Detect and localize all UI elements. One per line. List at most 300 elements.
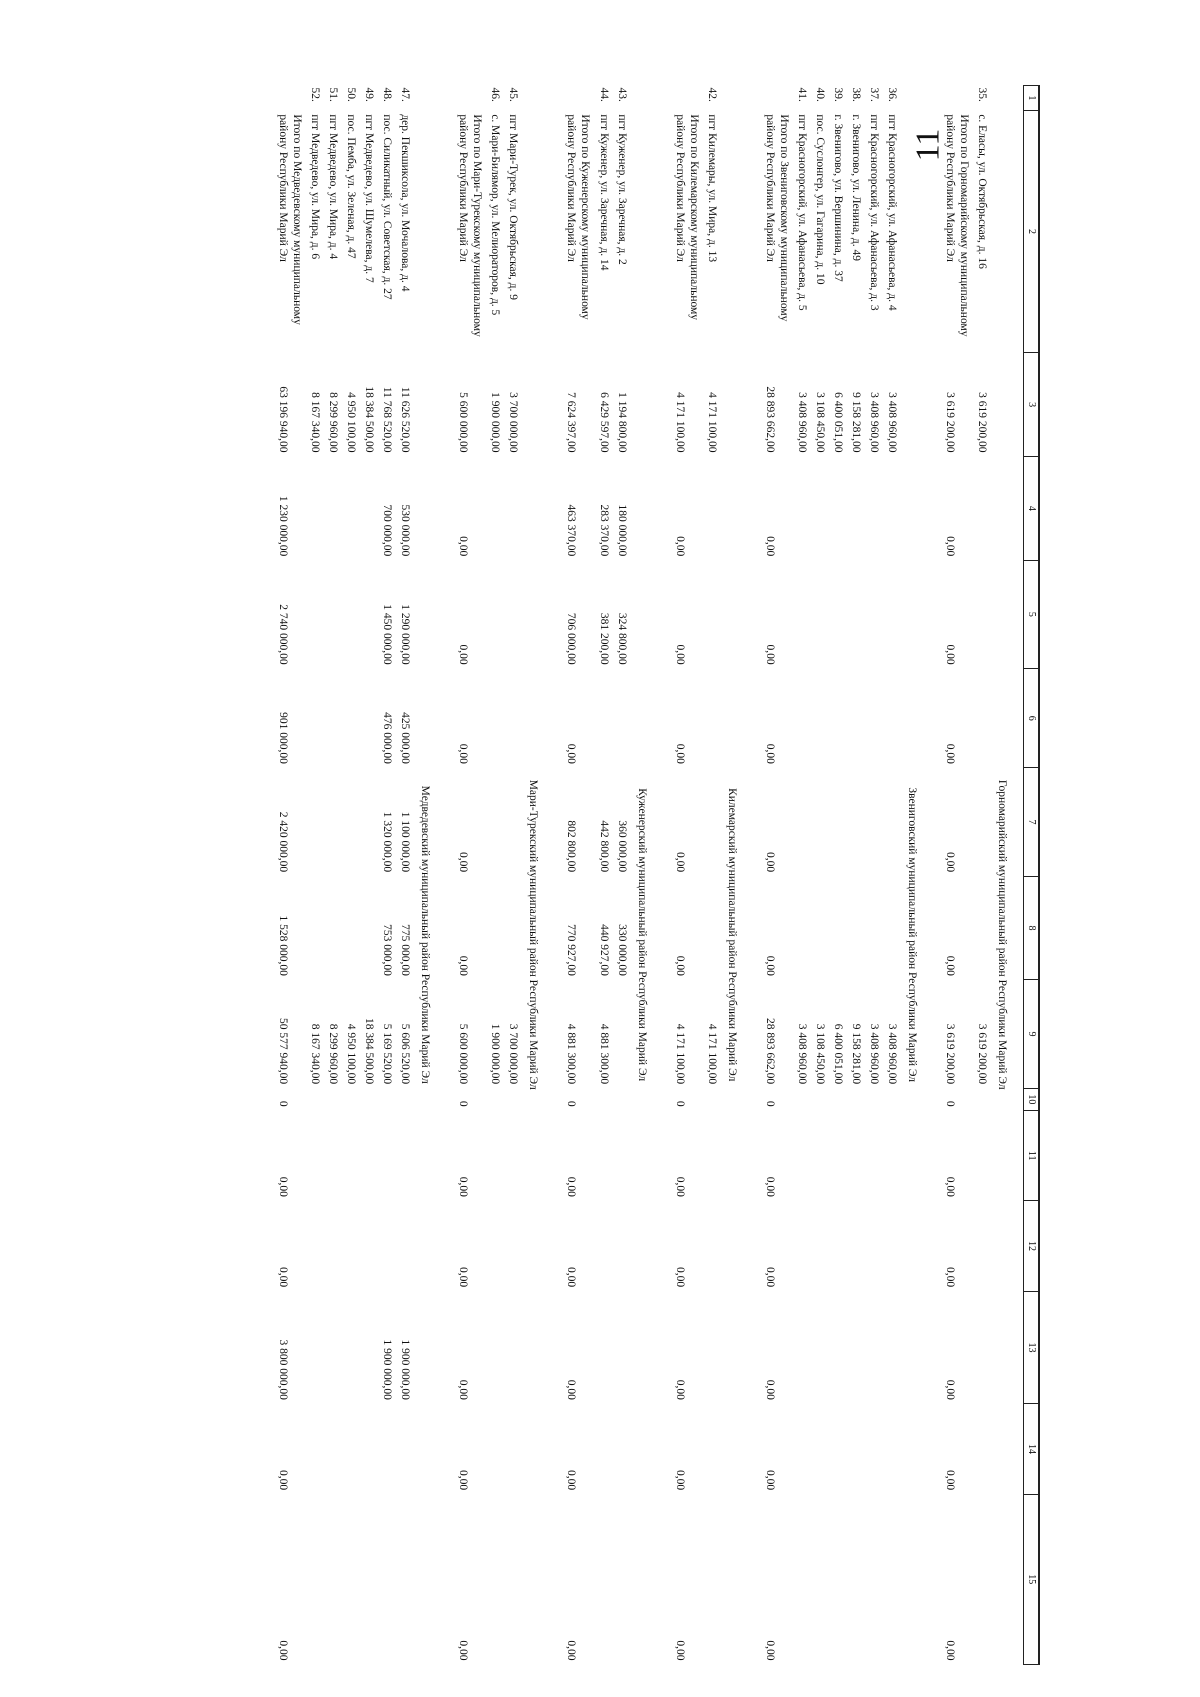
cell-col-4: 0,00 bbox=[673, 536, 686, 557]
cell-col-14 bbox=[865, 1404, 883, 1494]
cell-col-14 bbox=[811, 1404, 829, 1494]
cell-col-6 bbox=[613, 669, 631, 768]
cell-col-11 bbox=[883, 1111, 901, 1201]
cell-col-1: 41. bbox=[795, 87, 808, 102]
cell-col-12 bbox=[613, 1201, 631, 1291]
column-header-10: 10 bbox=[1023, 1088, 1039, 1111]
cell-col-2: пгт Медведево, ул. Мира, д. 6 bbox=[309, 114, 322, 260]
cell-col-1 bbox=[663, 86, 703, 111]
total-row bbox=[933, 86, 973, 1665]
column-header-1: 1 bbox=[1023, 86, 1039, 111]
section-spacer bbox=[414, 86, 446, 669]
cell-col-6 bbox=[883, 669, 901, 768]
cell-col-4 bbox=[342, 457, 360, 561]
cell-col-15: 0,00 bbox=[673, 1640, 686, 1661]
cell-col-12: 0,00 bbox=[565, 1266, 578, 1288]
cell-col-10 bbox=[396, 1088, 414, 1111]
cell-col-3: 6 400 051,00 bbox=[831, 392, 844, 453]
cell-col-4 bbox=[360, 457, 378, 561]
cell-col-1: 40. bbox=[813, 87, 826, 102]
cell-col-14 bbox=[396, 1404, 414, 1494]
section-spacer bbox=[522, 1201, 554, 1665]
cell-col-4 bbox=[973, 457, 991, 561]
cell-col-1 bbox=[266, 86, 306, 111]
cell-col-2: дер. Пекшиксола, ул. Мочалова, д. 4 bbox=[399, 114, 412, 292]
cell-col-11: 0,00 bbox=[277, 1176, 290, 1197]
cell-col-5 bbox=[486, 560, 504, 668]
cell-col-2: Итого по Куженерскому муниципальному району Республики Марий Эл bbox=[565, 114, 592, 320]
cell-col-13 bbox=[306, 1291, 324, 1404]
cell-col-4: 180 000,00 bbox=[615, 504, 628, 557]
cell-col-15: 0,00 bbox=[565, 1640, 578, 1661]
cell-col-7 bbox=[793, 768, 811, 876]
cell-col-9: 4 881 300,00 bbox=[565, 1023, 578, 1085]
cell-col-15 bbox=[486, 1494, 504, 1664]
cell-col-4 bbox=[829, 457, 847, 561]
cell-col-7 bbox=[504, 768, 522, 876]
cell-col-2: пгт Красногорский, ул. Афанасьева, д. 5 bbox=[795, 114, 808, 311]
cell-col-7: 0,00 bbox=[763, 851, 776, 873]
cell-col-2: пгт Куженер, ул. Заречная, д. 14 bbox=[597, 114, 610, 271]
cell-col-11 bbox=[342, 1111, 360, 1201]
cell-col-7: 442 800,00 bbox=[597, 820, 610, 873]
cell-col-10 bbox=[306, 1088, 324, 1111]
cell-col-5 bbox=[973, 560, 991, 668]
column-header-6: 6 bbox=[1023, 669, 1039, 768]
cell-col-1 bbox=[753, 86, 793, 111]
table-row bbox=[883, 86, 901, 1665]
cell-col-3: 4 171 100,00 bbox=[673, 392, 686, 453]
cell-col-15 bbox=[378, 1494, 396, 1664]
cell-col-6 bbox=[306, 669, 324, 768]
cell-col-8: 440 927,00 bbox=[597, 924, 610, 976]
cell-col-15 bbox=[504, 1494, 522, 1664]
cell-col-11 bbox=[396, 1111, 414, 1201]
cell-col-4 bbox=[324, 457, 342, 561]
cell-col-8 bbox=[847, 876, 865, 980]
section-title: Звениговский муниципальный район Республики Марий Эл bbox=[905, 787, 918, 1083]
cell-col-5 bbox=[865, 560, 883, 668]
cell-col-3: 6 429 597,00 bbox=[597, 392, 610, 453]
table-row bbox=[360, 86, 378, 1665]
cell-col-5 bbox=[306, 560, 324, 668]
section-spacer bbox=[901, 86, 933, 669]
cell-col-3: 4 950 100,00 bbox=[345, 392, 358, 453]
cell-col-11 bbox=[865, 1111, 883, 1201]
cell-col-14: 0,00 bbox=[565, 1469, 578, 1491]
cell-col-12 bbox=[829, 1201, 847, 1291]
cell-col-9 bbox=[613, 980, 631, 1088]
cell-col-7 bbox=[865, 768, 883, 876]
cell-col-12 bbox=[324, 1201, 342, 1291]
cell-col-8: 753 000,00 bbox=[381, 924, 394, 976]
column-header-14: 14 bbox=[1023, 1404, 1039, 1494]
cell-col-8: 0,00 bbox=[673, 955, 686, 976]
cell-col-11 bbox=[486, 1111, 504, 1201]
cell-col-7 bbox=[324, 768, 342, 876]
cell-col-6: 0,00 bbox=[943, 743, 956, 764]
cell-col-11 bbox=[973, 1111, 991, 1201]
cell-col-5 bbox=[829, 560, 847, 668]
cell-col-1: 52. bbox=[309, 87, 322, 102]
cell-col-14 bbox=[973, 1404, 991, 1494]
section-spacer bbox=[414, 1201, 446, 1665]
cell-col-14 bbox=[703, 1404, 721, 1494]
cell-col-10 bbox=[793, 1088, 811, 1111]
cell-col-12: 0,00 bbox=[763, 1266, 776, 1288]
cell-col-3: 8 299 960,00 bbox=[327, 392, 340, 453]
cell-col-2: пос. Пемба, ул. Зеленая, д. 47 bbox=[345, 114, 358, 259]
cell-col-4 bbox=[703, 457, 721, 561]
cell-col-12 bbox=[504, 1201, 522, 1291]
cell-col-4: 283 370,00 bbox=[597, 504, 610, 557]
column-header-4: 4 bbox=[1023, 457, 1039, 561]
cell-col-1: 50. bbox=[345, 87, 358, 102]
cell-col-14 bbox=[595, 1404, 613, 1494]
cell-col-1: 51. bbox=[327, 87, 340, 102]
cell-col-11 bbox=[306, 1111, 324, 1201]
cell-col-8 bbox=[829, 876, 847, 980]
cell-col-9: 3 108 450,00 bbox=[813, 1023, 826, 1085]
cell-col-5: 381 200,00 bbox=[597, 612, 610, 665]
cell-col-15 bbox=[811, 1494, 829, 1664]
cell-col-13 bbox=[595, 1291, 613, 1404]
cell-col-2: г. Звенигово, ул. Ленина, д. 49 bbox=[849, 114, 862, 262]
cell-col-15 bbox=[324, 1494, 342, 1664]
cell-col-15 bbox=[703, 1494, 721, 1664]
cell-col-8 bbox=[360, 876, 378, 980]
cell-col-7: 0,00 bbox=[673, 851, 686, 873]
section-spacer bbox=[991, 86, 1024, 669]
cell-col-13 bbox=[883, 1291, 901, 1404]
cell-col-10 bbox=[847, 1088, 865, 1111]
cell-col-9: 3 619 200,00 bbox=[943, 1023, 956, 1085]
cell-col-8: 0,00 bbox=[943, 955, 956, 976]
cell-col-6 bbox=[504, 669, 522, 768]
cell-col-4: 1 230 000,00 bbox=[277, 495, 290, 557]
cell-col-15: 0,00 bbox=[763, 1640, 776, 1661]
column-header-12: 12 bbox=[1023, 1201, 1039, 1291]
cell-col-13: 3 800 000,00 bbox=[277, 1339, 290, 1400]
cell-col-5 bbox=[504, 560, 522, 668]
column-header-13: 13 bbox=[1023, 1291, 1039, 1404]
cell-col-13: 1 900 000,00 bbox=[399, 1339, 412, 1400]
cell-col-8 bbox=[973, 876, 991, 980]
cell-col-5 bbox=[847, 560, 865, 668]
cell-col-9: 5 606 520,00 bbox=[399, 1023, 412, 1085]
cell-col-15 bbox=[847, 1494, 865, 1664]
cell-col-7 bbox=[703, 768, 721, 876]
cell-col-4: 463 370,00 bbox=[565, 504, 578, 557]
cell-col-10: 0 bbox=[457, 1100, 470, 1107]
cell-col-4: 700 000,00 bbox=[381, 504, 394, 557]
cell-col-8: 770 927,00 bbox=[565, 924, 578, 976]
cell-col-5 bbox=[703, 560, 721, 668]
cell-col-3: 28 893 662,00 bbox=[763, 386, 776, 453]
cell-col-13 bbox=[973, 1291, 991, 1404]
cell-col-8: 0,00 bbox=[763, 955, 776, 976]
cell-col-5 bbox=[883, 560, 901, 668]
cell-col-10 bbox=[595, 1088, 613, 1111]
cell-col-12 bbox=[883, 1201, 901, 1291]
section-title-row bbox=[721, 86, 753, 1665]
table-row bbox=[504, 86, 522, 1665]
cell-col-15 bbox=[613, 1494, 631, 1664]
cell-col-11: 0,00 bbox=[943, 1176, 956, 1197]
cell-col-11 bbox=[504, 1111, 522, 1201]
cell-col-4: 530 000,00 bbox=[399, 504, 412, 557]
cell-col-8 bbox=[504, 876, 522, 980]
table-row bbox=[793, 86, 811, 1665]
cell-col-9: 4 171 100,00 bbox=[705, 1023, 718, 1085]
cell-col-9: 3 700 000,00 bbox=[507, 1023, 520, 1085]
section-title-row bbox=[631, 86, 663, 1665]
cell-col-6: 901 000,00 bbox=[277, 712, 290, 764]
cell-col-3: 7 624 397,00 bbox=[565, 392, 578, 453]
section-spacer bbox=[631, 86, 663, 669]
cell-col-7 bbox=[883, 768, 901, 876]
column-header-8: 8 bbox=[1023, 876, 1039, 980]
cell-col-4: 0,00 bbox=[763, 536, 776, 557]
table-row bbox=[703, 86, 721, 1665]
cell-col-12 bbox=[360, 1201, 378, 1291]
cell-col-7 bbox=[847, 768, 865, 876]
cell-col-14 bbox=[504, 1404, 522, 1494]
cell-col-15 bbox=[793, 1494, 811, 1664]
cell-col-4 bbox=[306, 457, 324, 561]
header-row bbox=[1023, 86, 1039, 1665]
cell-col-12 bbox=[306, 1201, 324, 1291]
cell-col-9: 8 299 960,00 bbox=[327, 1023, 340, 1085]
cell-col-3: 11 626 520,00 bbox=[399, 386, 412, 453]
cell-col-13 bbox=[847, 1291, 865, 1404]
table-row bbox=[973, 86, 991, 1665]
cell-col-11 bbox=[324, 1111, 342, 1201]
cell-col-14 bbox=[360, 1404, 378, 1494]
total-row bbox=[266, 86, 306, 1665]
cell-col-10 bbox=[504, 1088, 522, 1111]
cell-col-1: 38. bbox=[849, 87, 862, 102]
cell-col-13 bbox=[829, 1291, 847, 1404]
cell-col-15: 0,00 bbox=[277, 1640, 290, 1661]
column-header-9: 9 bbox=[1023, 980, 1039, 1088]
cell-col-1: 43. bbox=[615, 87, 628, 102]
cell-col-12 bbox=[973, 1201, 991, 1291]
cell-col-13: 1 900 000,00 bbox=[381, 1339, 394, 1400]
cell-col-12: 0,00 bbox=[673, 1266, 686, 1288]
cell-col-3: 3 408 960,00 bbox=[795, 392, 808, 453]
cell-col-14 bbox=[342, 1404, 360, 1494]
cell-col-4 bbox=[793, 457, 811, 561]
cell-col-1: 44. bbox=[597, 87, 610, 102]
section-title: Куженерский муниципальный район Республики Марий Эл bbox=[635, 788, 648, 1082]
cell-col-11 bbox=[829, 1111, 847, 1201]
cell-col-10 bbox=[324, 1088, 342, 1111]
cell-col-3: 3 700 000,00 bbox=[507, 392, 520, 453]
cell-col-1: 49. bbox=[363, 87, 376, 102]
page-number: 11 bbox=[909, 128, 947, 162]
cell-col-12 bbox=[703, 1201, 721, 1291]
cell-col-6 bbox=[703, 669, 721, 768]
cell-col-14 bbox=[306, 1404, 324, 1494]
cell-col-6 bbox=[973, 669, 991, 768]
cell-col-3: 1 194 800,00 bbox=[615, 392, 628, 453]
cell-col-1: 39. bbox=[831, 87, 844, 102]
cell-col-9: 3 408 960,00 bbox=[885, 1023, 898, 1085]
cell-col-9: 4 881 300,00 bbox=[597, 1023, 610, 1085]
cell-col-7: 1 100 000,00 bbox=[399, 811, 412, 873]
cell-col-11 bbox=[613, 1111, 631, 1201]
cell-col-7 bbox=[829, 768, 847, 876]
cell-col-9: 1 900 000,00 bbox=[489, 1023, 502, 1085]
cell-col-6 bbox=[793, 669, 811, 768]
cell-col-7: 360 000,00 bbox=[615, 820, 628, 873]
table-row bbox=[847, 86, 865, 1665]
section-title-row bbox=[991, 86, 1024, 1665]
cell-col-8 bbox=[793, 876, 811, 980]
cell-col-12: 0,00 bbox=[943, 1266, 956, 1288]
cell-col-1 bbox=[933, 86, 973, 111]
section-spacer bbox=[522, 86, 554, 669]
cell-col-12 bbox=[847, 1201, 865, 1291]
cell-col-12: 0,00 bbox=[457, 1266, 470, 1288]
cell-col-7: 0,00 bbox=[457, 851, 470, 873]
cell-col-4 bbox=[504, 457, 522, 561]
cell-col-8 bbox=[811, 876, 829, 980]
cell-col-14 bbox=[793, 1404, 811, 1494]
cell-col-8 bbox=[883, 876, 901, 980]
cell-col-13 bbox=[811, 1291, 829, 1404]
cell-col-8 bbox=[306, 876, 324, 980]
cell-col-9: 5 600 000,00 bbox=[457, 1023, 470, 1085]
cell-col-12 bbox=[595, 1201, 613, 1291]
cell-col-1: 45. bbox=[507, 87, 520, 102]
cell-col-8: 775 000,00 bbox=[399, 924, 412, 976]
cell-col-8 bbox=[486, 876, 504, 980]
table-row bbox=[613, 86, 631, 1665]
total-row bbox=[446, 86, 486, 1665]
cell-col-13 bbox=[486, 1291, 504, 1404]
cell-col-2: пгт Красногорский, ул. Афанасьева, д. 3 bbox=[867, 114, 880, 311]
section-spacer bbox=[721, 1201, 753, 1665]
table-row bbox=[865, 86, 883, 1665]
cell-col-15 bbox=[342, 1494, 360, 1664]
cell-col-15 bbox=[865, 1494, 883, 1664]
cell-col-10 bbox=[378, 1088, 396, 1111]
cell-col-10 bbox=[811, 1088, 829, 1111]
cell-col-15: 0,00 bbox=[457, 1640, 470, 1661]
cell-col-1: 36. bbox=[885, 87, 898, 102]
cell-col-1: 42. bbox=[705, 87, 718, 102]
cell-col-8: 330 000,00 bbox=[615, 924, 628, 976]
cell-col-14 bbox=[378, 1404, 396, 1494]
cell-col-13 bbox=[504, 1291, 522, 1404]
cell-col-6 bbox=[865, 669, 883, 768]
cell-col-1 bbox=[446, 86, 486, 111]
cell-col-6: 0,00 bbox=[673, 743, 686, 764]
cell-col-12: 0,00 bbox=[277, 1266, 290, 1288]
column-header-11: 11 bbox=[1023, 1111, 1039, 1201]
cell-col-7: 0,00 bbox=[943, 851, 956, 873]
cell-col-9: 9 158 281,00 bbox=[849, 1023, 862, 1085]
total-row bbox=[554, 86, 594, 1665]
cell-col-10 bbox=[360, 1088, 378, 1111]
cell-col-6 bbox=[342, 669, 360, 768]
cell-col-7 bbox=[486, 768, 504, 876]
cell-col-11: 0,00 bbox=[673, 1176, 686, 1197]
cell-col-4 bbox=[865, 457, 883, 561]
section-spacer bbox=[991, 1201, 1024, 1665]
cell-col-13: 0,00 bbox=[457, 1379, 470, 1400]
cell-col-2: пгт Красногорский, ул. Афанасьева, д. 4 bbox=[885, 114, 898, 311]
cell-col-11: 0,00 bbox=[457, 1176, 470, 1197]
cell-col-12 bbox=[378, 1201, 396, 1291]
cell-col-8 bbox=[324, 876, 342, 980]
cell-col-2: пгт Медведево, ул. Мира, д. 4 bbox=[327, 114, 340, 260]
table-row bbox=[324, 86, 342, 1665]
cell-col-9: 3 408 960,00 bbox=[867, 1023, 880, 1085]
cell-col-5 bbox=[811, 560, 829, 668]
cell-col-11 bbox=[811, 1111, 829, 1201]
cell-col-11 bbox=[793, 1111, 811, 1201]
cell-col-9: 8 167 340,00 bbox=[309, 1023, 322, 1085]
cell-col-15 bbox=[396, 1494, 414, 1664]
cell-col-5: 0,00 bbox=[943, 644, 956, 665]
cell-col-3: 3 619 200,00 bbox=[943, 392, 956, 453]
cell-col-15 bbox=[360, 1494, 378, 1664]
cell-col-3: 3 408 960,00 bbox=[885, 392, 898, 453]
cell-col-14: 0,00 bbox=[673, 1469, 686, 1491]
cell-col-5: 2 740 000,00 bbox=[277, 604, 290, 665]
cell-col-12 bbox=[486, 1201, 504, 1291]
table-row bbox=[306, 86, 324, 1665]
cell-col-2: Итого по Килемарскому муниципальному району Республики Марий Эл bbox=[673, 114, 700, 321]
cell-col-1: 37. bbox=[867, 87, 880, 102]
cell-col-10: 0 bbox=[277, 1100, 290, 1107]
cell-col-6: 425 000,00 bbox=[399, 712, 412, 764]
cell-col-15 bbox=[883, 1494, 901, 1664]
cell-col-13: 0,00 bbox=[763, 1379, 776, 1400]
cell-col-2: с. Мари-Билямор, ул. Мелиораторов, д. 5 bbox=[489, 114, 502, 316]
cell-col-15 bbox=[829, 1494, 847, 1664]
cell-col-3: 1 900 000,00 bbox=[489, 392, 502, 453]
cell-col-14 bbox=[883, 1404, 901, 1494]
cell-col-10 bbox=[829, 1088, 847, 1111]
cell-col-5: 1 450 000,00 bbox=[381, 604, 394, 665]
cell-col-3: 63 196 940,00 bbox=[277, 386, 290, 453]
cell-col-10 bbox=[486, 1088, 504, 1111]
cell-col-2: пос. Суслонгер, ул. Гагарина, д. 10 bbox=[813, 114, 826, 285]
cell-col-10 bbox=[865, 1088, 883, 1111]
total-row bbox=[663, 86, 703, 1665]
cell-col-3: 4 171 100,00 bbox=[705, 392, 718, 453]
cell-col-2: Итого по Горномарийскому муниципальному району Республики Марий Эл bbox=[943, 114, 970, 337]
column-header-5: 5 bbox=[1023, 560, 1039, 668]
cell-col-10 bbox=[973, 1088, 991, 1111]
column-header-2: 2 bbox=[1023, 110, 1039, 352]
cell-col-15 bbox=[595, 1494, 613, 1664]
cell-col-5 bbox=[342, 560, 360, 668]
cell-col-2: пос. Силикатный, ул. Советская, д. 27 bbox=[381, 114, 394, 300]
cell-col-5: 324 800,00 bbox=[615, 612, 628, 665]
cell-col-11: 0,00 bbox=[565, 1176, 578, 1197]
table-body bbox=[266, 86, 1023, 1665]
cell-col-10: 0 bbox=[763, 1100, 776, 1107]
cell-col-6: 0,00 bbox=[763, 743, 776, 764]
cell-col-14: 0,00 bbox=[943, 1469, 956, 1491]
table-row bbox=[396, 86, 414, 1665]
cell-col-7 bbox=[811, 768, 829, 876]
